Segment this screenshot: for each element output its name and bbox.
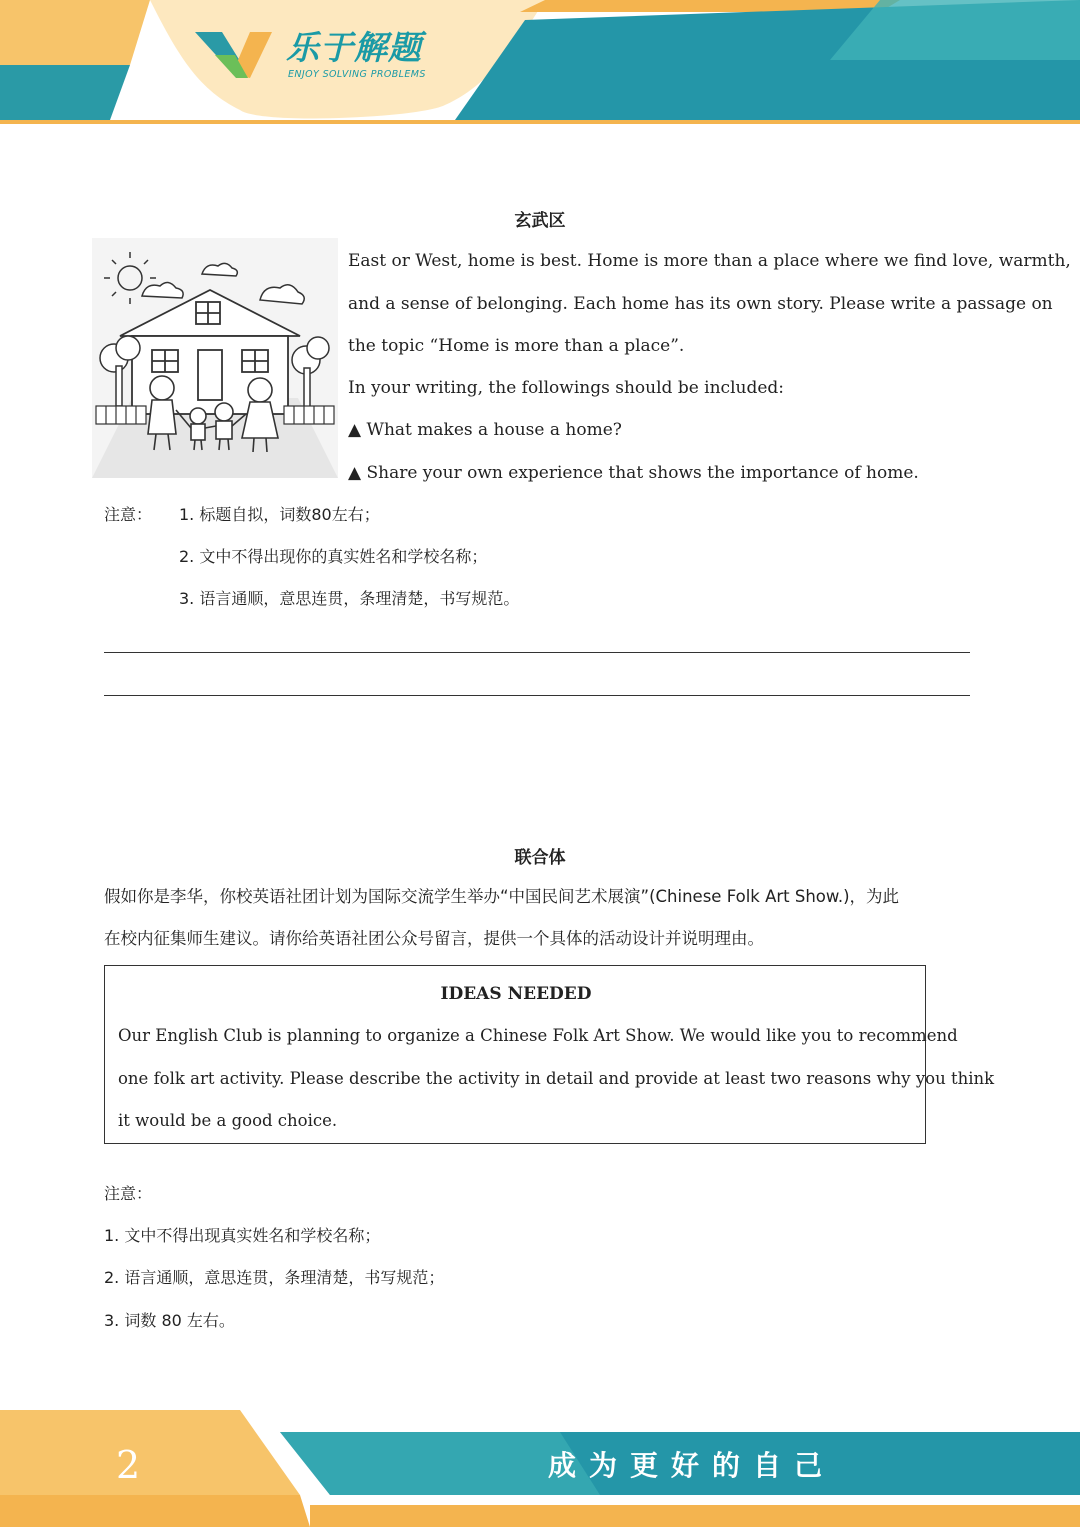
section2-note: 1. 文中不得出现真实姓名和学校名称； xyxy=(104,1226,381,1245)
ideas-box-line: it would be a good choice. xyxy=(118,1111,338,1130)
section1-include-intro: In your writing, the followings should be included: xyxy=(348,378,785,398)
section1-notes-label: 注意： xyxy=(104,505,153,524)
section1-heading: 玄武区 xyxy=(514,211,566,231)
section1-note: 2. 文中不得出现你的真实姓名和学校名称； xyxy=(179,547,488,566)
ideas-box-line: one folk art activity. Please describe the activity in detail and provide at least two reasons why you think xyxy=(118,1069,995,1088)
footer-slogan: 成为更好的自己 xyxy=(548,1449,836,1482)
header-banner xyxy=(0,0,1080,125)
section1-note: 3. 语言通顺，意思连贯，条理清楚，书写规范。 xyxy=(179,589,520,608)
section1-bullet: ▲ Share your own experience that shows the importance of home. xyxy=(348,463,919,483)
section2-notes-label: 注意： xyxy=(104,1184,153,1203)
footer-orange-stripe xyxy=(310,1505,1080,1527)
answer-line xyxy=(104,652,970,653)
section2-intro-line: 假如你是李华，你校英语社团计划为国际交流学生举办“中国民间艺术展演”(Chinese Folk Art Show.)，为此 xyxy=(104,887,900,906)
section2-heading: 联合体 xyxy=(514,848,566,868)
section1-bullet: ▲ What makes a house a home? xyxy=(348,420,622,440)
section1-prompt-line: and a sense of belonging. Each home has its own story. Please write a passage on xyxy=(348,294,1053,314)
ideas-box-line: Our English Club is planning to organize a Chinese Folk Art Show. We would like you to recommend xyxy=(118,1026,958,1045)
header-teal-band-left xyxy=(0,65,130,120)
answer-line xyxy=(104,695,970,696)
ideas-box-title: IDEAS NEEDED xyxy=(440,984,592,1004)
section2-note: 3. 词数 80 左右。 xyxy=(104,1311,235,1330)
section2-intro-line: 在校内征集师生建议。请你给英语社团公众号留言，提供一个具体的活动设计并说明理由。 xyxy=(104,929,764,948)
section2-note: 2. 语言通顺，意思连贯，条理清楚，书写规范； xyxy=(104,1268,445,1287)
brand-tagline: ENJOY SOLVING PROBLEMS xyxy=(288,69,426,80)
brand-name: 乐于解题 xyxy=(286,28,422,67)
footer-banner xyxy=(0,1410,1080,1527)
header-orange-band xyxy=(0,0,150,65)
house-family-illustration xyxy=(92,238,338,478)
section1-note: 1. 标题自拟，词数80左右； xyxy=(179,505,380,524)
section1-prompt-line: East or West, home is best. Home is more than a place where we find love, warmth, xyxy=(348,251,1071,271)
page-number: 2 xyxy=(116,1443,141,1487)
section1-prompt-line: the topic “Home is more than a place”. xyxy=(348,336,685,356)
ideas-needed-box xyxy=(104,965,995,1144)
